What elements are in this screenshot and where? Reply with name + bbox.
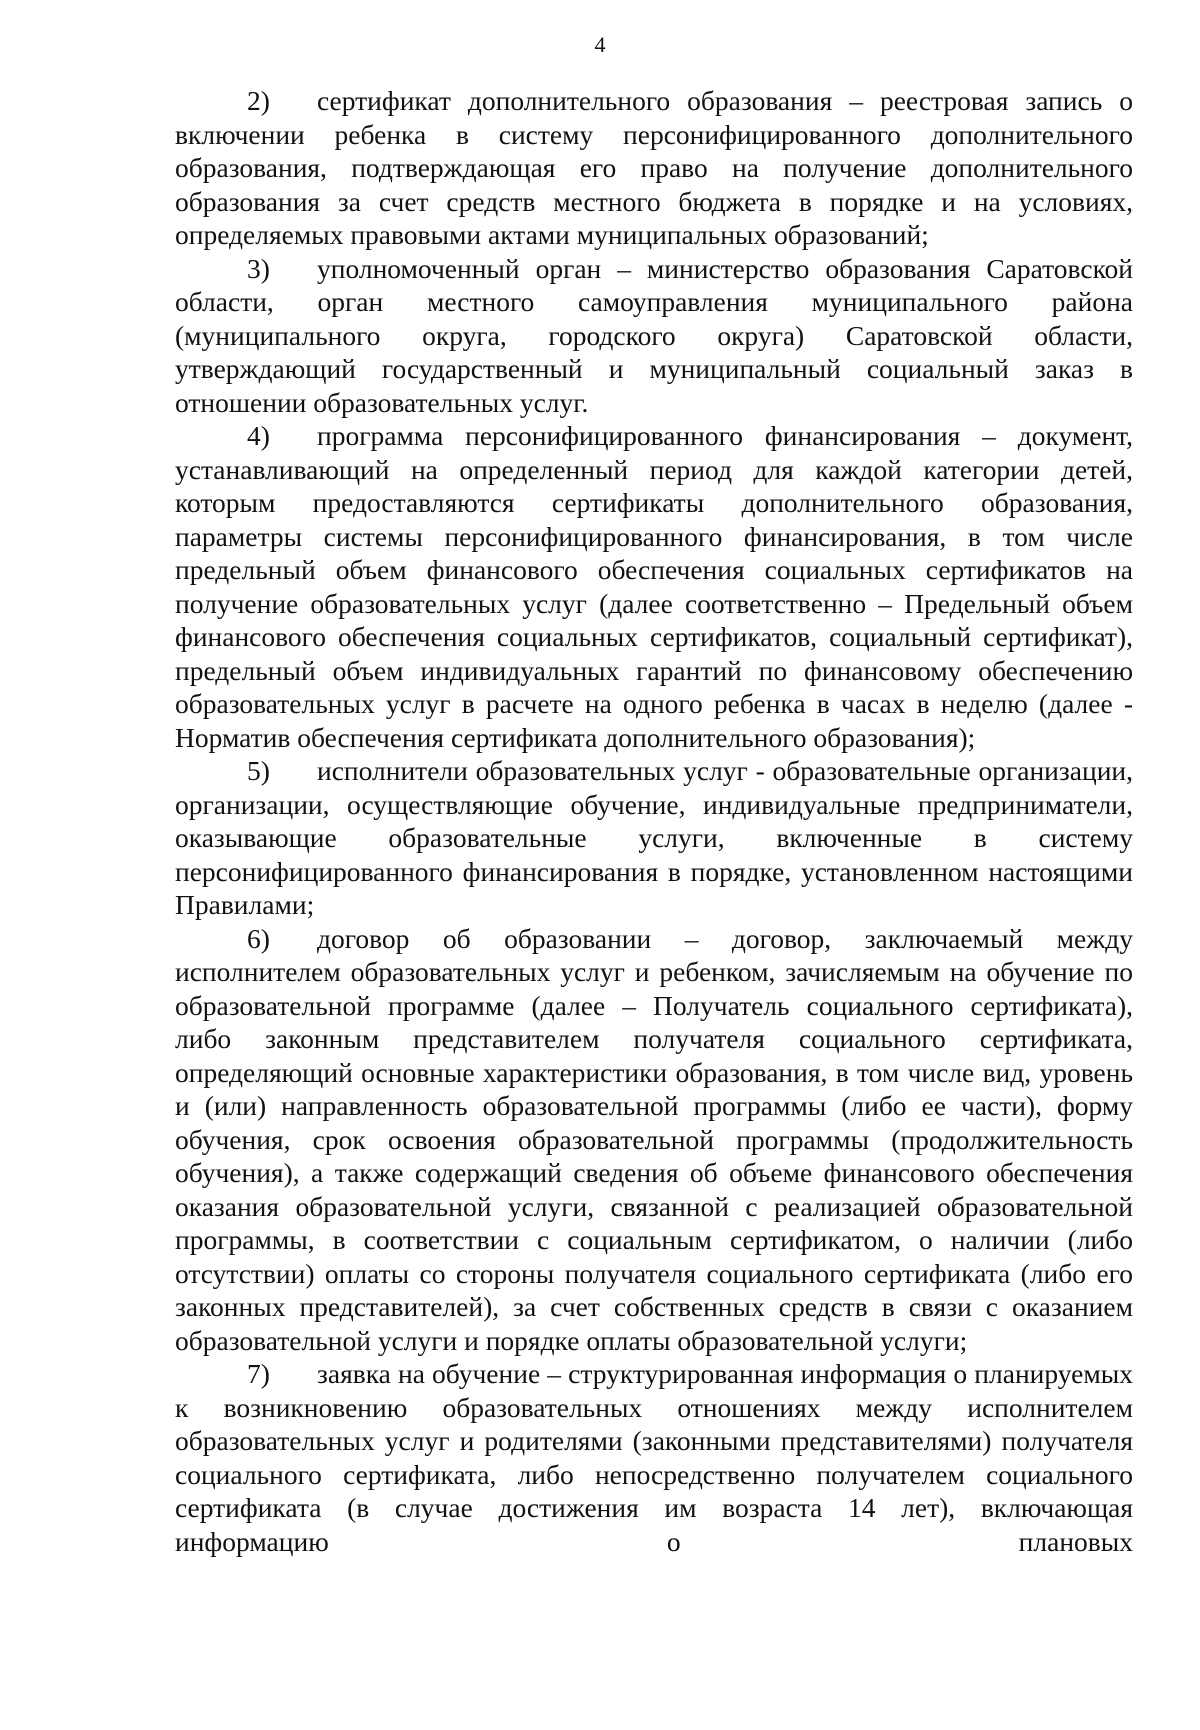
list-item-7 — [175, 1357, 1133, 1558]
list-item-4 — [175, 419, 1133, 754]
item-number: 5) — [247, 755, 270, 786]
item-text: заявка на обучение – структурированная информация о планируемых к возникновению образовательных отношениях между исполнителем образовательных услуг и родителями (законными представителями) получателя социального сертификата, либо непосредственно получателем социального сертификата (в случае достижения им возраста 14 лет), включающая информацию о плановых — [175, 1358, 1133, 1557]
list-item-5 — [175, 754, 1133, 922]
list-item-3 — [175, 252, 1133, 420]
item-number: 2) — [247, 85, 270, 116]
item-number: 4) — [247, 420, 270, 451]
item-text: договор об образовании – договор, заключаемый между исполнителем образовательных услуг и ребенком, зачисляемым на обучение по образовательной программе (далее – Получатель социального сертификата), либо законным представителем получателя социального сертификата, определяющий основные характеристики образования, в том числе вид, уровень и (или) направленность образовательной программы (либо ее части), форму обучения, срок освоения образовательной программы (продолжительность обучения), а также содержащий сведения об объеме финансового обеспечения оказания образовательной услуги, связанной с реализацией образовательной программы, в соответствии с социальным сертификатом, о наличии (либо отсутствии) оплаты со стороны получателя социального сертификата (либо его законных представителей), за счет собственных средств в связи с оказанием образовательной услуги и порядке оплаты образовательной услуги; — [175, 922, 1133, 1356]
list-item-6 — [175, 922, 1133, 1358]
item-number: 7) — [247, 1358, 270, 1389]
item-number: 6) — [247, 922, 270, 954]
item-text: исполнители образовательных услуг - образовательные организации, организации, осуществляющие обучение, индивидуальные предприниматели, оказывающие образовательные услуги, включенные в систему персонифицированного финансирования в порядке, установленном настоящими Правилами; — [175, 755, 1133, 920]
document-body — [175, 84, 1133, 1558]
item-text: программа персонифицированного финансирования – документ, устанавливающий на определенный период для каждой категории детей, которым предоставляются сертификаты дополнительного образования, параметры системы персонифицированного финансирования, в том числе предельный объем финансового обеспечения социальных сертификатов на получение образовательных услуг (далее соответственно – Предельный объем финансового обеспечения социальных сертификатов, социальный сертификат), предельный объем индивидуальных гарантий по финансовому обеспечению образовательных услуг в расчете на одного ребенка в часах в неделю (далее - Норматив обеспечения сертификата дополнительного образования); — [175, 420, 1133, 753]
item-number: 3) — [247, 252, 270, 284]
item-text: уполномоченный орган – министерство образования Саратовской области, орган местного самоуправления муниципального района (муниципального округа, городского округа) Саратовской области, утверждающий государственный и муниципальный социальный заказ в отношении образовательных услуг. — [175, 252, 1133, 418]
page-number: 4 — [594, 32, 606, 57]
list-item-2 — [175, 84, 1133, 252]
item-text: сертификат дополнительного образования – реестровая запись о включении ребенка в систему персонифицированного дополнительного образования, подтверждающая его право на получение дополнительного образования за счет средств местного бюджета в порядке и на условиях, определяемых правовыми актами муниципальных образований; — [175, 85, 1133, 250]
